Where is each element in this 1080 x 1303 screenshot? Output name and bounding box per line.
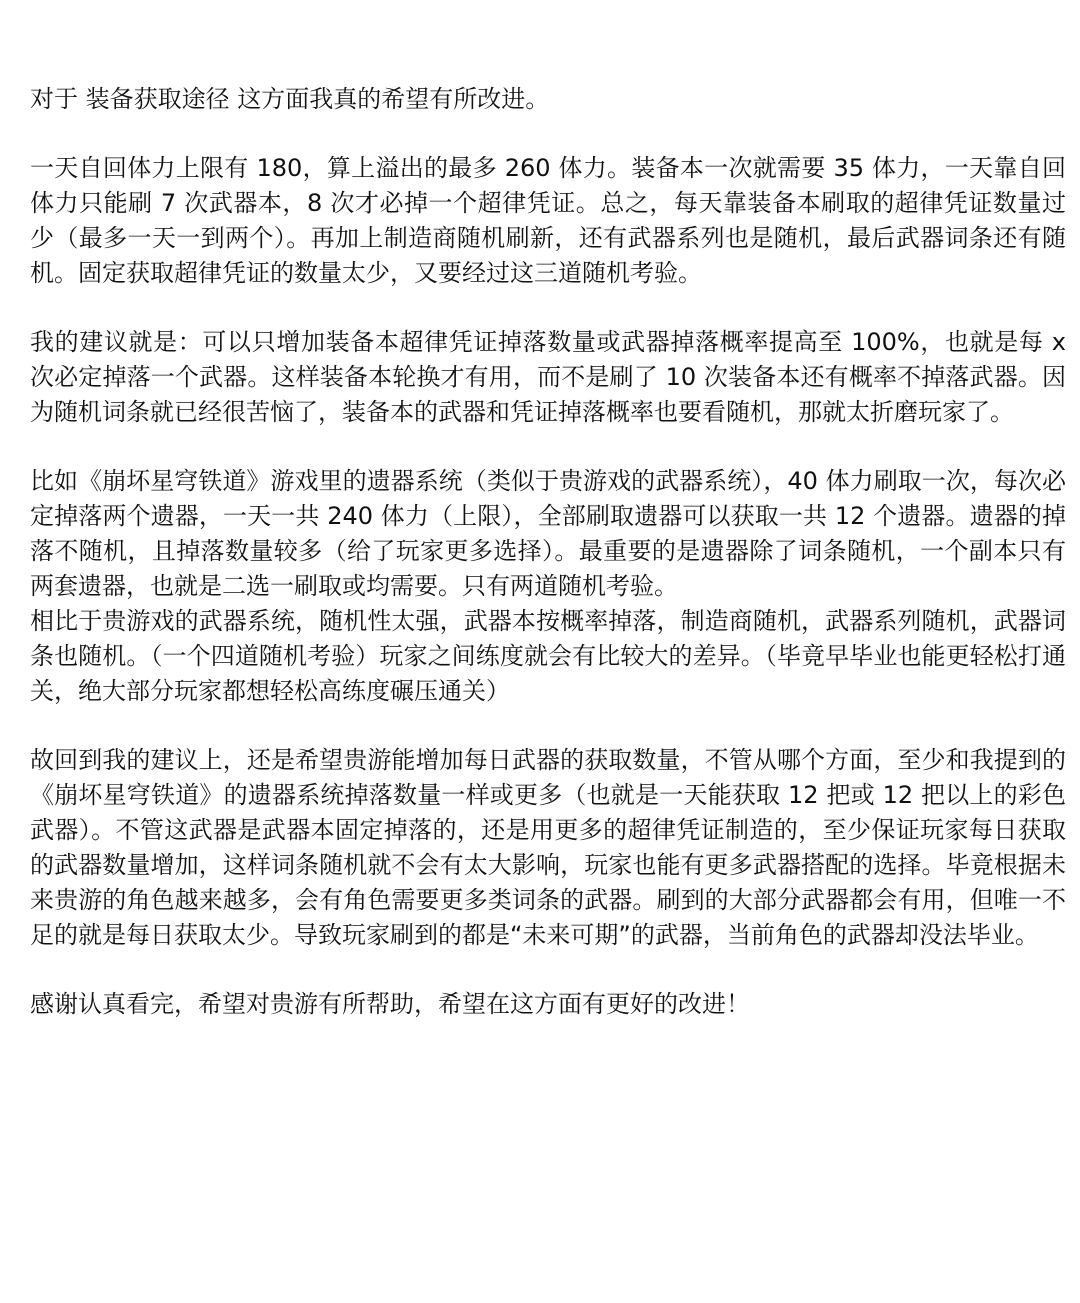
paragraph-suggestion: 我的建议就是：可以只增加装备本超律凭证掉落数量或武器掉落概率提高至 100%，也就是每 x 次必定掉落一个武器。这样装备本轮换才有用，而不是刷了 10 次装备本还有概率不掉落武器。因为随机词条就已经很苦恼了，装备本的武器和凭证掉落概率也要看随机，那就太折磨玩家了。: [30, 328, 1066, 426]
document-body: [30, 82, 1066, 1056]
paragraph-weapon-system: 相比于贵游戏的武器系统，随机性太强，武器本按概率掉落，制造商随机，武器系列随机，武器词条也随机。（一个四道随机考验）玩家之间练度就会有比较大的差异。（毕竟早毕业也能更轻松打通关，绝大部分玩家都想轻松高练度碾压通关）: [30, 607, 1066, 705]
paragraph-stamina: 一天自回体力上限有 180，算上溢出的最多 260 体力。装备本一次就需要 35 体力，一天靠自回体力只能刷 7 次武器本，8 次才必掉一个超律凭证。总之，每天靠装备本刷取的超律凭证数量过少（最多一天一到两个）。再加上制造商随机刷新，还有武器系列也是随机，最后武器词条还有随机。固定获取超律凭证的数量太少，又要经过这三道随机考验。: [30, 154, 1066, 287]
paragraph-thanks: 感谢认真看完，希望对贵游有所帮助，希望在这方面有更好的改进！: [30, 990, 750, 1018]
paragraph-intro: 对于 装备获取途径 这方面我真的希望有所改进。: [30, 85, 550, 113]
paragraph-conclusion: 故回到我的建议上，还是希望贵游能增加每日武器的获取数量，不管从哪个方面，至少和我提到的《崩坏星穹铁道》的遗器系统掉落数量一样或更多（也就是一天能获取 12 把或 12 把以上的彩色武器）。不管这武器是武器本固定掉落的，还是用更多的超律凭证制造的，至少保证玩家每日获取的武器数量增加，这样词条随机就不会有太大影响，玩家也能有更多武器搭配的选择。毕竟根据未来贵游的角色越来越多，会有角色需要更多类词条的武器。刷到的大部分武器都会有用，但唯一不足的就是每日获取太少。导致玩家刷到的都是“未来可期”的武器，当前角色的武器却没法毕业。: [30, 746, 1066, 949]
paragraph-comparison: 比如《崩坏星穹铁道》游戏里的遗器系统（类似于贵游戏的武器系统），40 体力刷取一次，每次必定掉落两个遗器，一天一共 240 体力（上限），全部刷取遗器可以获取一共 12 个遗器。遗器的掉落不随机，且掉落数量较多（给了玩家更多选择）。最重要的是遗器除了词条随机，一个副本只有两套遗器，也就是二选一刷取或均需要。只有两道随机考验。: [30, 467, 1066, 600]
